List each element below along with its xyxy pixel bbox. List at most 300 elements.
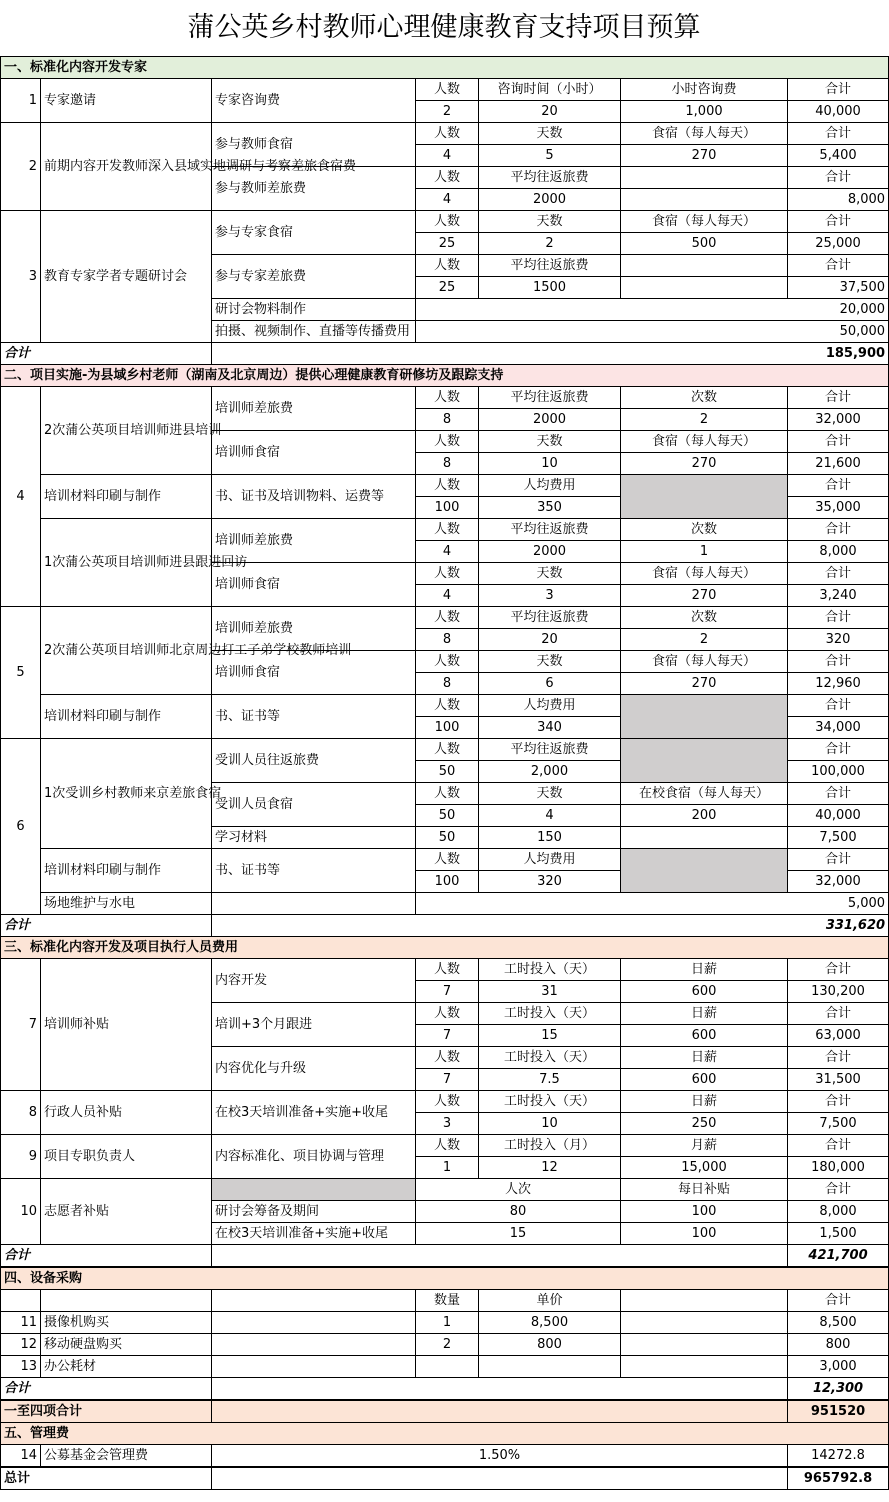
value-cell: 50 <box>416 761 479 783</box>
value-cell: 7 <box>416 1069 479 1091</box>
header-cell: 人数 <box>416 959 479 981</box>
header-cell: 合计 <box>788 211 889 233</box>
subtotal-label: 合计 <box>1 1378 212 1401</box>
project-name: 教育专家学者专题研讨会 <box>41 211 212 343</box>
empty-cell <box>621 189 788 211</box>
header-cell: 次数 <box>621 387 788 409</box>
project-name: 1次受训乡村教师来京差旅食宿 <box>41 739 212 849</box>
empty-cell <box>212 1334 416 1356</box>
header-cell: 工时投入（天） <box>479 1003 621 1025</box>
project-name: 公募基金会管理费 <box>41 1445 212 1468</box>
project-name: 志愿者补贴 <box>41 1179 212 1245</box>
header-cell: 人均费用 <box>479 695 621 717</box>
header-cell: 合计 <box>788 1091 889 1113</box>
section-header-3 <box>1 937 889 959</box>
table-row <box>1 893 889 915</box>
header-cell: 日薪 <box>621 1047 788 1069</box>
header-cell: 人数 <box>416 1091 479 1113</box>
value-cell: 4 <box>416 585 479 607</box>
row-number: 3 <box>1 211 41 343</box>
total-cell: 320 <box>788 629 889 651</box>
table-row <box>1 1179 889 1201</box>
section-title: 一、标准化内容开发专家 <box>1 57 889 79</box>
value-cell: 7 <box>416 981 479 1003</box>
budget-table <box>0 56 889 1490</box>
item-name: 内容优化与升级 <box>212 1047 416 1091</box>
rate-cell: 1.50% <box>212 1445 788 1468</box>
header-cell: 合计 <box>788 739 889 761</box>
value-cell: 15 <box>479 1025 621 1047</box>
header-cell: 数量 <box>416 1290 479 1312</box>
header-cell: 工时投入（天） <box>479 1047 621 1069</box>
empty-cell <box>212 1467 788 1490</box>
subtotal-row-4 <box>1 1378 889 1401</box>
subtotal-row-3 <box>1 1245 889 1268</box>
row-number: 12 <box>1 1334 41 1356</box>
subtotal-value: 12,300 <box>788 1378 889 1401</box>
empty-cell <box>621 827 788 849</box>
header-cell: 合计 <box>788 695 889 717</box>
header-cell: 日薪 <box>621 959 788 981</box>
table-row <box>1 959 889 981</box>
row-number: 6 <box>1 739 41 915</box>
header-cell: 合计 <box>788 519 889 541</box>
project-name: 1次蒲公英项目培训师进县跟进回访 <box>41 519 212 607</box>
value-cell: 600 <box>621 1025 788 1047</box>
value-cell: 10 <box>479 453 621 475</box>
total-cell: 20,000 <box>416 299 889 321</box>
header-cell: 合计 <box>788 783 889 805</box>
header-cell: 合计 <box>788 607 889 629</box>
empty-cell <box>621 1356 788 1378</box>
item-name: 培训师差旅费 <box>212 519 416 563</box>
row-number: 11 <box>1 1312 41 1334</box>
item-name: 参与专家差旅费 <box>212 255 416 299</box>
header-cell: 人数 <box>416 211 479 233</box>
value-cell: 8 <box>416 673 479 695</box>
subtotal-row-1 <box>1 343 889 365</box>
item-name: 培训师食宿 <box>212 431 416 475</box>
value-cell: 4 <box>416 145 479 167</box>
header-cell: 合计 <box>788 387 889 409</box>
value-cell: 25 <box>416 277 479 299</box>
value-cell: 12 <box>479 1157 621 1179</box>
header-cell: 平均往返旅费 <box>479 387 621 409</box>
item-name: 内容开发 <box>212 959 416 1003</box>
row-number: 5 <box>1 607 41 739</box>
header-cell: 工时投入（天） <box>479 959 621 981</box>
header-cell: 人数 <box>416 739 479 761</box>
empty-cell <box>1 1290 41 1312</box>
header-cell: 食宿（每人每天） <box>621 651 788 673</box>
value-cell: 250 <box>621 1113 788 1135</box>
table-row <box>1 1312 889 1334</box>
project-name: 培训师补贴 <box>41 959 212 1091</box>
empty-cell <box>212 893 416 915</box>
empty-cell <box>41 1290 212 1312</box>
item-name: 受训人员食宿 <box>212 783 416 827</box>
total-cell: 32,000 <box>788 871 889 893</box>
value-cell: 5 <box>479 145 621 167</box>
table-row <box>1 695 889 717</box>
header-cell: 天数 <box>479 783 621 805</box>
section-title: 三、标准化内容开发及项目执行人员费用 <box>1 937 889 959</box>
section-header-4 <box>1 1267 889 1290</box>
item-name: 书、证书及培训物料、运费等 <box>212 475 416 519</box>
total-value: 951520 <box>788 1400 889 1423</box>
value-cell: 2,000 <box>479 761 621 783</box>
total-row-1-4 <box>1 1400 889 1423</box>
table-row <box>1 387 889 409</box>
value-cell: 100 <box>416 497 479 519</box>
header-cell: 合计 <box>788 563 889 585</box>
header-cell: 合计 <box>788 431 889 453</box>
value-cell: 2000 <box>479 541 621 563</box>
subtotal-label: 合计 <box>1 915 212 937</box>
project-name: 培训材料印刷与制作 <box>41 849 212 893</box>
item-name: 培训师差旅费 <box>212 607 416 651</box>
row-number: 7 <box>1 959 41 1091</box>
value-cell: 1 <box>416 1312 479 1334</box>
header-cell: 合计 <box>788 475 889 497</box>
total-cell: 5,400 <box>788 145 889 167</box>
value-cell: 1500 <box>479 277 621 299</box>
subtotal-value: 185,900 <box>212 343 889 365</box>
empty-cell <box>212 1290 416 1312</box>
item-name: 参与教师食宿 <box>212 123 416 167</box>
value-cell: 1 <box>416 1157 479 1179</box>
total-cell: 5,000 <box>416 893 889 915</box>
value-cell: 7 <box>416 1025 479 1047</box>
header-cell: 小时咨询费 <box>621 79 788 101</box>
header-cell: 次数 <box>621 607 788 629</box>
header-cell: 每日补贴 <box>621 1179 788 1201</box>
section-header-5 <box>1 1423 889 1445</box>
header-cell: 平均往返旅费 <box>479 255 621 277</box>
sheet-title: 蒲公英乡村教师心理健康教育支持项目预算 <box>187 12 701 43</box>
shaded-cell <box>621 695 788 739</box>
header-cell: 单价 <box>479 1290 621 1312</box>
total-cell: 8,000 <box>788 541 889 563</box>
total-cell: 32,000 <box>788 409 889 431</box>
item-name: 参与教师差旅费 <box>212 167 416 211</box>
item-name: 在校3天培训准备+实施+收尾 <box>212 1223 416 1245</box>
empty-cell <box>621 277 788 299</box>
value-cell: 15,000 <box>621 1157 788 1179</box>
total-cell: 35,000 <box>788 497 889 519</box>
shaded-cell <box>212 1179 416 1201</box>
header-cell: 人数 <box>416 849 479 871</box>
item-name: 内容标准化、项目协调与管理 <box>212 1135 416 1179</box>
grand-total-row <box>1 1467 889 1490</box>
value-cell: 20 <box>479 629 621 651</box>
header-cell: 平均往返旅费 <box>479 739 621 761</box>
total-cell: 31,500 <box>788 1069 889 1091</box>
value-cell: 600 <box>621 1069 788 1091</box>
value-cell: 100 <box>416 871 479 893</box>
header-cell: 工时投入（天） <box>479 1091 621 1113</box>
value-cell: 150 <box>479 827 621 849</box>
value-cell: 50 <box>416 805 479 827</box>
header-cell: 天数 <box>479 563 621 585</box>
header-cell: 合计 <box>788 255 889 277</box>
empty-cell <box>621 167 788 189</box>
header-cell: 天数 <box>479 123 621 145</box>
total-cell: 40,000 <box>788 805 889 827</box>
table-row <box>1 607 889 629</box>
item-name: 研讨会物料制作 <box>212 299 416 321</box>
header-cell: 合计 <box>788 1179 889 1201</box>
empty-cell <box>621 1334 788 1356</box>
shaded-cell <box>621 739 788 783</box>
value-cell: 270 <box>621 673 788 695</box>
item-name: 在校3天培训准备+实施+收尾 <box>212 1091 416 1135</box>
item-name: 研讨会筹备及期间 <box>212 1201 416 1223</box>
table-row <box>1 211 889 233</box>
total-cell: 8,000 <box>788 1201 889 1223</box>
header-cell: 人数 <box>416 519 479 541</box>
header-cell: 食宿（每人每天） <box>621 431 788 453</box>
project-name: 项目专职负责人 <box>41 1135 212 1179</box>
project-name: 2次蒲公英项目培训师进县培训 <box>41 387 212 475</box>
table-row <box>1 1356 889 1378</box>
value-cell: 270 <box>621 453 788 475</box>
item-name: 培训师食宿 <box>212 563 416 607</box>
value-cell: 6 <box>479 673 621 695</box>
value-cell: 2000 <box>479 409 621 431</box>
header-cell: 合计 <box>788 79 889 101</box>
project-name: 前期内容开发教师深入县域实地调研与考察差旅食宿费 <box>41 123 212 211</box>
value-cell: 1,000 <box>621 101 788 123</box>
header-cell: 人数 <box>416 431 479 453</box>
item-name: 学习材料 <box>212 827 416 849</box>
project-name: 办公耗材 <box>41 1356 212 1378</box>
table-row <box>1 1091 889 1113</box>
header-cell: 人数 <box>416 563 479 585</box>
subtotal-label: 合计 <box>1 343 212 365</box>
header-cell: 人数 <box>416 1135 479 1157</box>
empty-cell <box>212 1378 788 1401</box>
grand-total-value: 965792.8 <box>788 1467 889 1490</box>
total-cell: 12,960 <box>788 673 889 695</box>
row-number: 13 <box>1 1356 41 1378</box>
value-cell: 20 <box>479 101 621 123</box>
project-name: 培训材料印刷与制作 <box>41 475 212 519</box>
header-cell: 人次 <box>416 1179 621 1201</box>
project-name: 场地维护与水电 <box>41 893 212 915</box>
header-cell: 在校食宿（每人每天） <box>621 783 788 805</box>
total-cell: 8,500 <box>788 1312 889 1334</box>
header-cell: 人均费用 <box>479 849 621 871</box>
value-cell: 8 <box>416 409 479 431</box>
subtotal-value: 421,700 <box>788 1245 889 1268</box>
total-cell: 1,500 <box>788 1223 889 1245</box>
empty-cell <box>621 1290 788 1312</box>
header-cell: 人均费用 <box>479 475 621 497</box>
total-cell: 37,500 <box>788 277 889 299</box>
total-cell: 40,000 <box>788 101 889 123</box>
value-cell: 350 <box>479 497 621 519</box>
value-cell: 31 <box>479 981 621 1003</box>
table-row <box>1 79 889 101</box>
total-cell: 34,000 <box>788 717 889 739</box>
header-cell: 人数 <box>416 255 479 277</box>
table-row <box>1 849 889 871</box>
project-name: 培训材料印刷与制作 <box>41 695 212 739</box>
total-cell: 63,000 <box>788 1025 889 1047</box>
subtotal-label: 合计 <box>1 1245 212 1268</box>
header-cell: 月薪 <box>621 1135 788 1157</box>
item-name: 培训师差旅费 <box>212 387 416 431</box>
value-cell: 100 <box>621 1201 788 1223</box>
header-cell: 天数 <box>479 651 621 673</box>
table-row <box>1 1290 889 1312</box>
item-name: 培训+3个月跟进 <box>212 1003 416 1047</box>
section-header-1 <box>1 57 889 79</box>
total-cell: 100,000 <box>788 761 889 783</box>
value-cell: 15 <box>416 1223 621 1245</box>
value-cell: 8 <box>416 453 479 475</box>
header-cell: 天数 <box>479 431 621 453</box>
header-cell: 人数 <box>416 167 479 189</box>
item-name: 培训师食宿 <box>212 651 416 695</box>
value-cell: 2 <box>416 1334 479 1356</box>
project-name: 专家邀请 <box>41 79 212 123</box>
project-name: 行政人员补贴 <box>41 1091 212 1135</box>
header-cell: 人数 <box>416 1003 479 1025</box>
value-cell: 50 <box>416 827 479 849</box>
value-cell: 2 <box>479 233 621 255</box>
total-cell: 8,000 <box>788 189 889 211</box>
header-cell: 合计 <box>788 651 889 673</box>
value-cell: 270 <box>621 145 788 167</box>
shaded-cell <box>621 475 788 519</box>
empty-cell <box>212 1312 416 1334</box>
total-cell: 50,000 <box>416 321 889 343</box>
empty-cell <box>416 1356 479 1378</box>
value-cell: 2 <box>416 101 479 123</box>
value-cell: 800 <box>479 1334 621 1356</box>
project-name: 摄像机购买 <box>41 1312 212 1334</box>
header-cell: 人数 <box>416 387 479 409</box>
total-cell: 25,000 <box>788 233 889 255</box>
project-name: 移动硬盘购买 <box>41 1334 212 1356</box>
header-cell: 咨询时间（小时） <box>479 79 621 101</box>
header-cell: 人数 <box>416 783 479 805</box>
total-label: 一至四项合计 <box>1 1400 212 1423</box>
item-name: 书、证书等 <box>212 849 416 893</box>
item-name: 参与专家食宿 <box>212 211 416 255</box>
value-cell: 270 <box>621 585 788 607</box>
header-cell: 食宿（每人每天） <box>621 563 788 585</box>
subtotal-row-2 <box>1 915 889 937</box>
empty-cell <box>621 1312 788 1334</box>
header-cell: 日薪 <box>621 1091 788 1113</box>
header-cell: 合计 <box>788 849 889 871</box>
item-name: 书、证书等 <box>212 695 416 739</box>
row-number: 10 <box>1 1179 41 1245</box>
header-cell: 日薪 <box>621 1003 788 1025</box>
value-cell: 320 <box>479 871 621 893</box>
total-cell: 800 <box>788 1334 889 1356</box>
table-row <box>1 1135 889 1157</box>
row-number: 1 <box>1 79 41 123</box>
header-cell: 合计 <box>788 1047 889 1069</box>
subtotal-value: 331,620 <box>212 915 889 937</box>
header-cell: 合计 <box>788 1003 889 1025</box>
value-cell: 100 <box>416 717 479 739</box>
table-row <box>1 739 889 761</box>
total-cell: 21,600 <box>788 453 889 475</box>
value-cell: 1 <box>621 541 788 563</box>
header-cell: 合计 <box>788 167 889 189</box>
value-cell: 2000 <box>479 189 621 211</box>
header-cell: 天数 <box>479 211 621 233</box>
header-cell: 平均往返旅费 <box>479 519 621 541</box>
item-name: 专家咨询费 <box>212 79 416 123</box>
value-cell: 3 <box>416 1113 479 1135</box>
header-cell: 人数 <box>416 695 479 717</box>
project-name: 2次蒲公英项目培训师北京周边打工子弟学校教师培训 <box>41 607 212 695</box>
empty-cell <box>621 255 788 277</box>
value-cell: 7.5 <box>479 1069 621 1091</box>
header-cell: 合计 <box>788 123 889 145</box>
grand-total-label: 总计 <box>1 1467 212 1490</box>
value-cell: 4 <box>416 189 479 211</box>
value-cell: 80 <box>416 1201 621 1223</box>
header-cell: 工时投入（月） <box>479 1135 621 1157</box>
total-cell: 14272.8 <box>788 1445 889 1468</box>
value-cell: 8 <box>416 629 479 651</box>
value-cell: 8,500 <box>479 1312 621 1334</box>
table-row <box>1 1334 889 1356</box>
value-cell: 100 <box>621 1223 788 1245</box>
value-cell: 2 <box>621 409 788 431</box>
header-cell: 人数 <box>416 607 479 629</box>
value-cell: 4 <box>479 805 621 827</box>
header-cell: 合计 <box>788 959 889 981</box>
item-name: 受训人员往返旅费 <box>212 739 416 783</box>
value-cell: 25 <box>416 233 479 255</box>
row-number: 14 <box>1 1445 41 1468</box>
shaded-cell <box>621 849 788 893</box>
header-cell: 合计 <box>788 1135 889 1157</box>
value-cell: 340 <box>479 717 621 739</box>
header-cell: 次数 <box>621 519 788 541</box>
header-cell: 人数 <box>416 475 479 497</box>
row-number: 8 <box>1 1091 41 1135</box>
header-cell: 人数 <box>416 1047 479 1069</box>
item-name: 拍摄、视频制作、直播等传播费用 <box>212 321 416 343</box>
table-row <box>1 475 889 497</box>
table-row <box>1 519 889 541</box>
total-cell: 7,500 <box>788 1113 889 1135</box>
table-row <box>1 1445 889 1468</box>
empty-cell <box>479 1356 621 1378</box>
header-cell: 平均往返旅费 <box>479 167 621 189</box>
total-cell: 7,500 <box>788 827 889 849</box>
row-number: 2 <box>1 123 41 211</box>
value-cell: 500 <box>621 233 788 255</box>
header-cell: 人数 <box>416 79 479 101</box>
table-row <box>1 123 889 145</box>
value-cell: 4 <box>416 541 479 563</box>
value-cell: 10 <box>479 1113 621 1135</box>
header-cell: 合计 <box>788 1290 889 1312</box>
section-title: 四、设备采购 <box>1 1267 889 1290</box>
row-number: 9 <box>1 1135 41 1179</box>
empty-cell <box>212 1356 416 1378</box>
